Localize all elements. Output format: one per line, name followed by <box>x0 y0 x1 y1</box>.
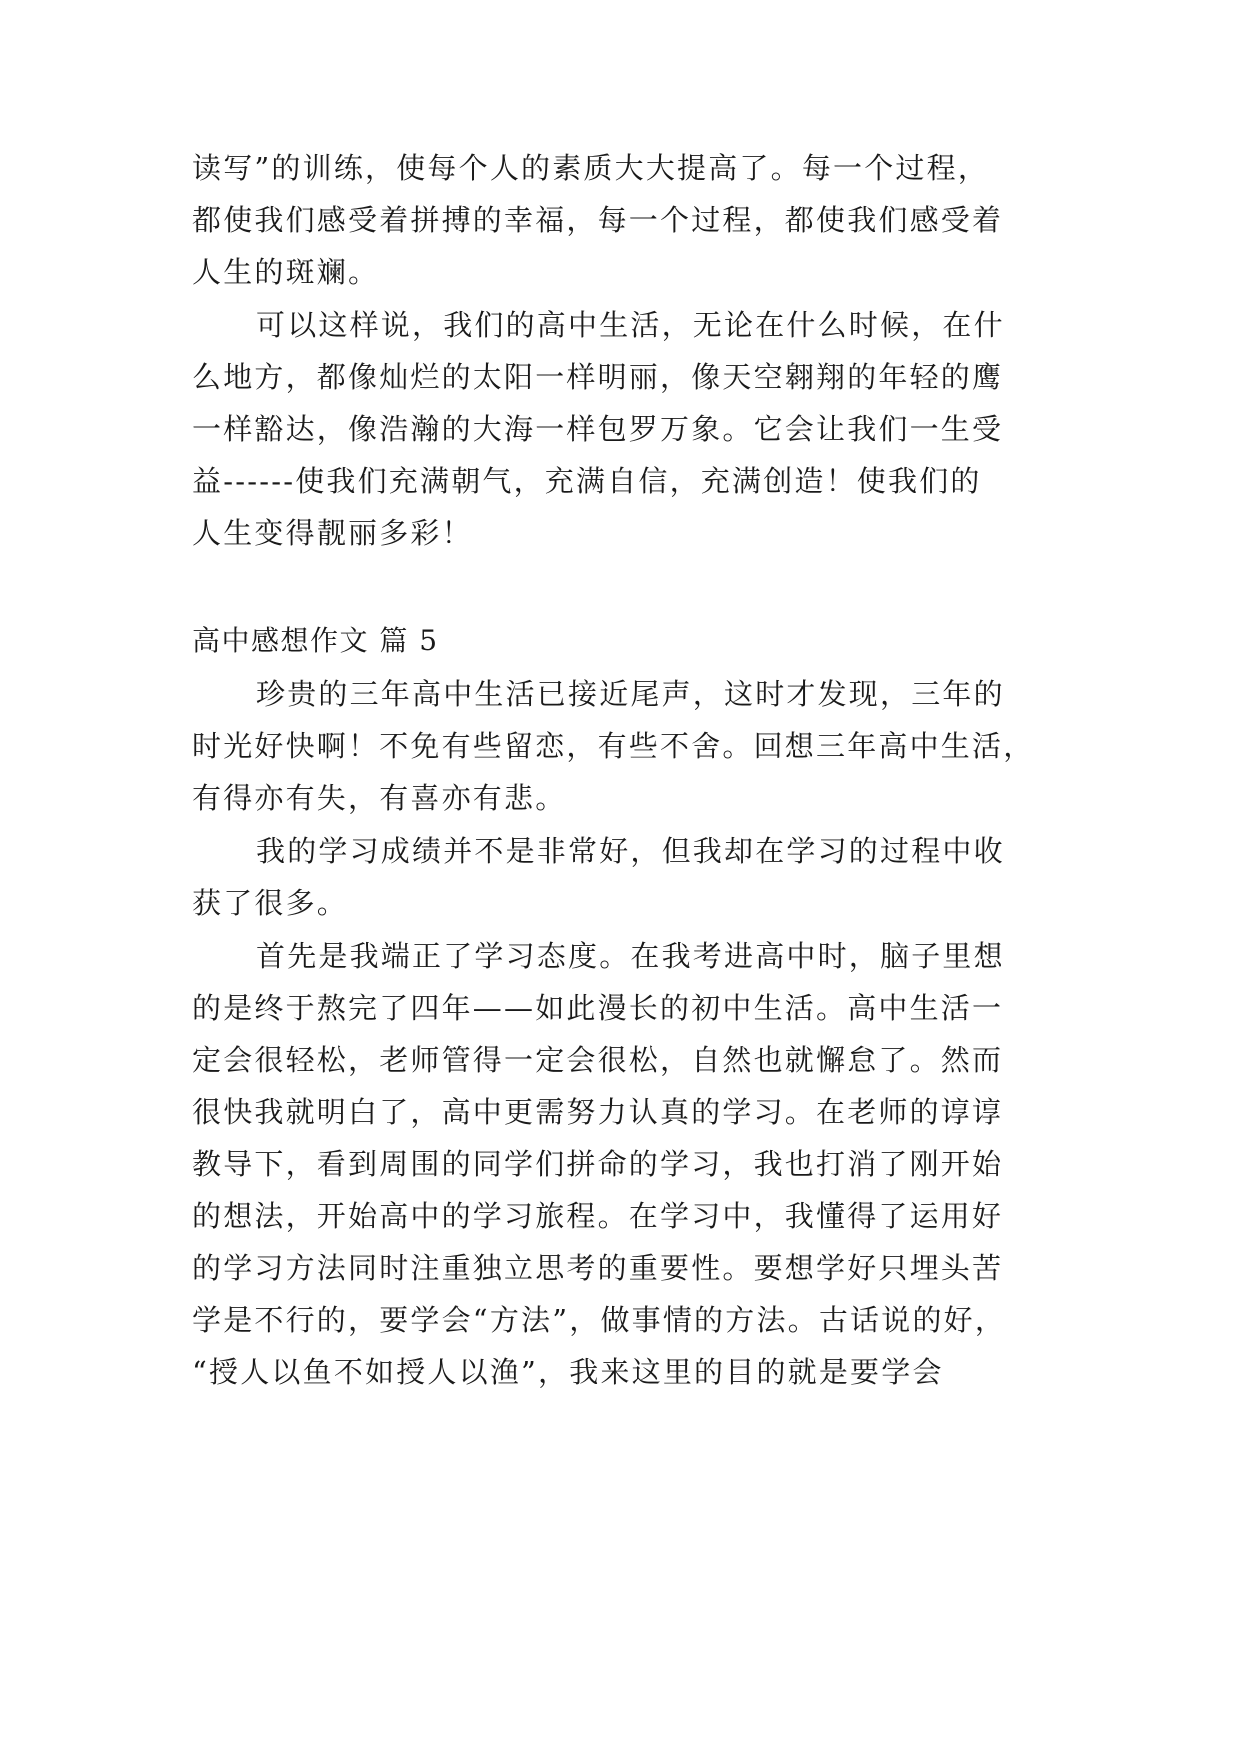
text-line: 很快我就明白了，高中更需努力认真的学习。在老师的谆谆 <box>192 1095 1004 1129</box>
text-line: 的学习方法同时注重独立思考的重要性。要想学好只埋头苦 <box>192 1251 1004 1285</box>
text-line: 都使我们感受着拼搏的幸福，每一个过程，都使我们感受着 <box>192 203 1004 237</box>
text-line: 人生的斑斓。 <box>192 255 380 289</box>
text-line: “授人以鱼不如授人以渔”，我来这里的目的就是要学会 <box>192 1355 944 1389</box>
text-line: 一样豁达，像浩瀚的大海一样包罗万象。它会让我们一生受 <box>192 412 1004 446</box>
text-line: 定会很轻松，老师管得一定会很松，自然也就懈怠了。然而 <box>192 1043 1004 1077</box>
text-line: 人生变得靓丽多彩！ <box>192 516 473 550</box>
paragraph-first-line: 珍贵的三年高中生活已接近尾声，这时才发现，三年的 <box>256 677 1005 711</box>
text-line: 获了很多。 <box>192 886 349 920</box>
text-line: 有得亦有失，有喜亦有悲。 <box>192 781 567 815</box>
text-line: 么地方，都像灿烂的太阳一样明丽，像天空翱翔的年轻的鹰 <box>192 360 1004 394</box>
text-line: 的是终于熬完了四年——如此漫长的初中生活。高中生活一 <box>192 991 1004 1025</box>
section-title: 高中感想作文 篇 5 <box>192 624 439 657</box>
text-line: 时光好快啊！不免有些留恋，有些不舍。回想三年高中生活， <box>192 729 1035 763</box>
paragraph-first-line: 可以这样说，我们的高中生活，无论在什么时候，在什 <box>256 308 1005 342</box>
text-line: 教导下，看到周围的同学们拼命的学习，我也打消了刚开始 <box>192 1147 1004 1181</box>
text-line: 的想法，开始高中的学习旅程。在学习中，我懂得了运用好 <box>192 1199 1004 1233</box>
text-line: 读写”的训练，使每个人的素质大大提高了。每一个过程， <box>192 151 990 185</box>
text-line: 学是不行的，要学会“方法”，做事情的方法。古话说的好， <box>192 1303 1007 1337</box>
paragraph-first-line: 首先是我端正了学习态度。在我考进高中时，脑子里想 <box>256 939 1005 973</box>
paragraph-first-line: 我的学习成绩并不是非常好，但我却在学习的过程中收 <box>256 834 1005 868</box>
text-line: 益------使我们充满朝气，充满自信，充满创造！使我们的 <box>192 464 982 498</box>
